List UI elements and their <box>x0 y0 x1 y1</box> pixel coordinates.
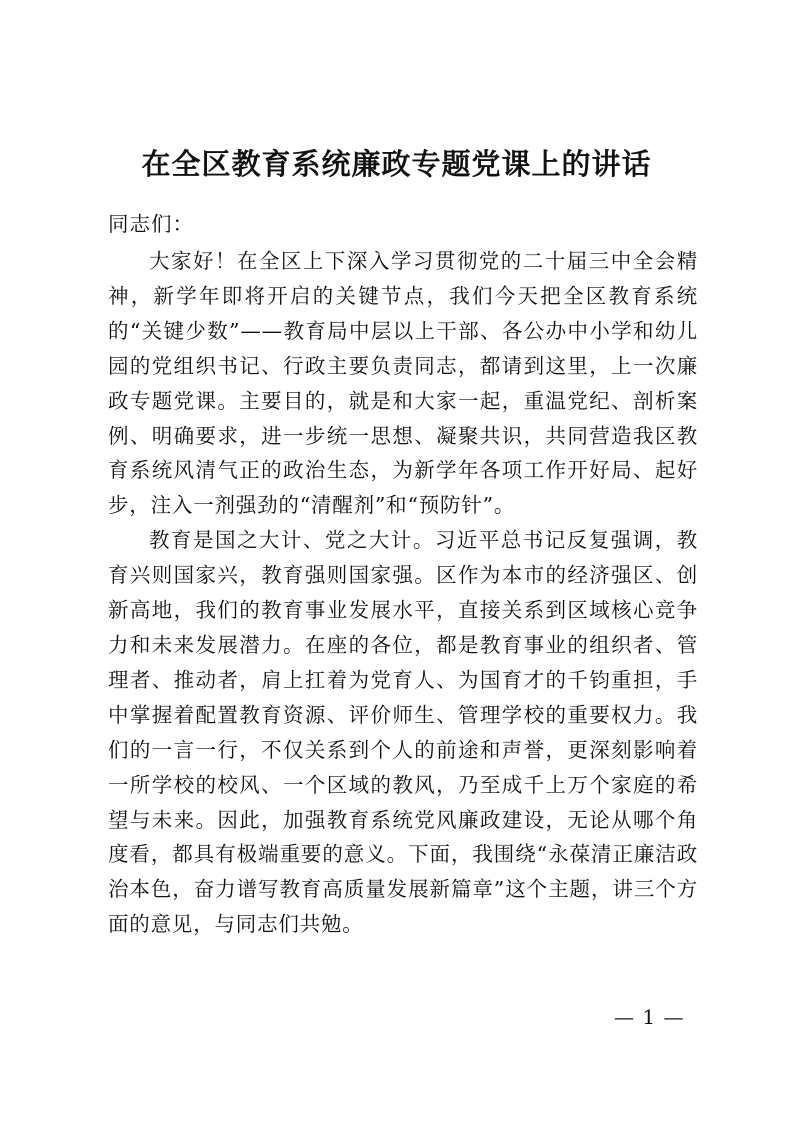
salutation: 同志们： <box>108 212 194 236</box>
page-number: — 1 — <box>614 1005 685 1029</box>
document-title: 在全区教育系统廉政专题党课上的讲话 <box>141 147 652 181</box>
paragraph-significance: 教育是国之大计、党之大计。习近平总书记反复强调，教育兴则国家兴，教育强则国家强。区作为本市的经济强区、创新高地，我们的教育事业发展水平，直接关系到区域核心竞争力和未来发展潜力。在座的各位，都是教育事业的组织者、管理者、推动者，肩上扛着为党育人、为国育才的千钧重担，手中掌握着配置教育资源、评价师生、管理学校的重要权力。我们的一言一行，不仅关系到个人的前途和声誉，更深刻影响着一所学校的校风、一个区域的教风，乃至成千上万个家庭的希望与未来。因此，加强教育系统党风廉政建设，无论从哪个角度看，都具有极端重要的意义。下面，我围绕“永葆清正廉洁政治本色，奋力谱写教育高质量发展新篇章”这个主题，讲三个方面的意见，与同志们共勉。 <box>108 528 698 937</box>
paragraph-opening: 大家好！在全区上下深入学习贯彻党的二十届三中全会精神，新学年即将开启的关键节点，我们今天把全区教育系统的“关键少数”——教育局中层以上干部、各公办中小学和幼儿园的党组织书记、行政主要负责同志，都请到这里，上一次廉政专题党课。主要目的，就是和大家一起，重温党纪、剖析案例、明确要求，进一步统一思想、凝聚共识，共同营造我区教育系统风清气正的政治生态，为新学年各项工作开好局、起好步，注入一剂强劲的“清醒剂”和“预防针”。 <box>108 249 698 518</box>
document-body <box>108 244 698 942</box>
